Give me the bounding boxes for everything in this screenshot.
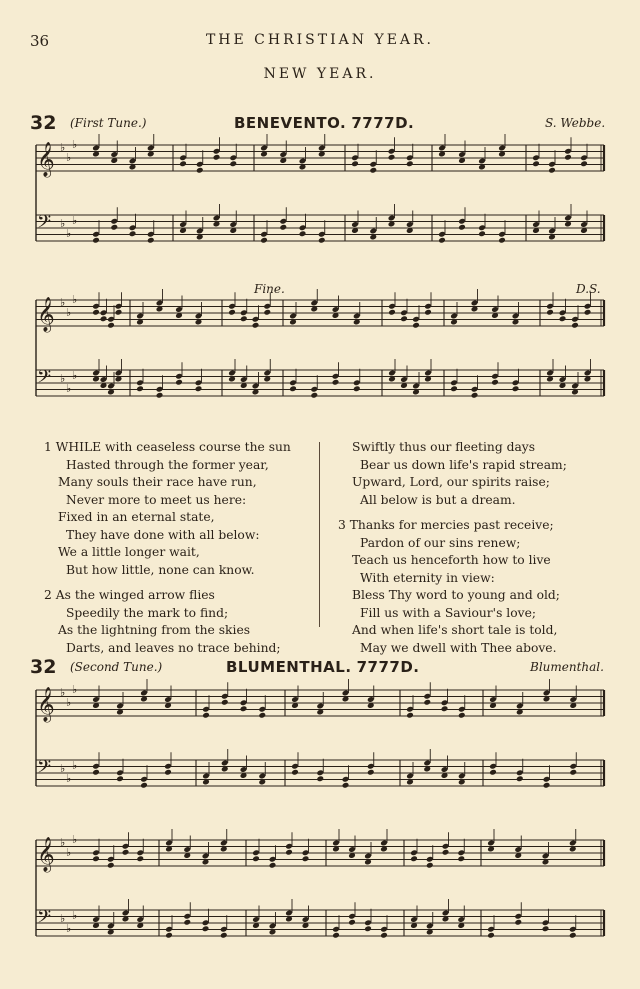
lyric-line: But how little, none can know.	[66, 562, 255, 577]
note-head	[410, 855, 418, 862]
note-head	[516, 775, 524, 782]
note-head	[491, 379, 499, 386]
section-title: NEW YEAR.	[263, 66, 377, 82]
note-head	[92, 309, 100, 316]
hymn1-composer: S. Webbe.	[545, 116, 606, 130]
note-head	[423, 699, 431, 706]
note-head	[195, 385, 203, 392]
note-head	[369, 167, 377, 174]
lyric-line: Fill us with a Saviour's love;	[360, 605, 536, 620]
lyric-line: Hasted through the former year,	[66, 457, 269, 472]
note-head	[179, 160, 187, 167]
note-head	[406, 160, 414, 167]
note-head	[107, 322, 115, 329]
note-head	[196, 167, 204, 174]
note-head	[316, 775, 324, 782]
note-head	[110, 224, 118, 231]
note-head	[258, 712, 266, 719]
note-head	[471, 392, 479, 399]
treble-clef-icon: 𝄞	[37, 687, 55, 722]
note-head	[571, 322, 579, 329]
page-number: 36	[30, 32, 50, 50]
flat-icon: ♭	[60, 217, 66, 230]
lyric-line: Bless Thy word to young and old;	[352, 588, 560, 602]
flat-icon: ♭	[60, 141, 66, 154]
flat-icon: ♭	[66, 922, 72, 935]
treble-clef-icon: 𝄞	[37, 297, 55, 332]
note-head	[213, 154, 221, 161]
note-head	[400, 315, 408, 322]
note-head	[559, 315, 567, 322]
note-head	[458, 224, 466, 231]
lyric-line: Never more to meet us here:	[66, 492, 247, 507]
lyric-line: And when life's short tale is told,	[352, 623, 558, 637]
note-head	[269, 862, 277, 869]
note-head	[100, 315, 108, 322]
note-head	[487, 932, 495, 939]
flat-icon: ♭	[60, 296, 66, 309]
note-head	[92, 855, 100, 862]
hymn1-tune-note: (First Tune.)	[70, 116, 147, 130]
note-head	[263, 309, 271, 316]
hymn1-meter: 7777D.	[351, 114, 415, 132]
lyric-line: As the lightning from the skies	[58, 623, 251, 637]
flat-icon: ♭	[72, 369, 78, 382]
note-head	[424, 309, 432, 316]
note-head	[438, 237, 446, 244]
flat-icon: ♭	[60, 912, 66, 925]
flat-icon: ♭	[72, 138, 78, 151]
note-head	[310, 392, 318, 399]
note-head	[285, 849, 293, 856]
note-head	[564, 154, 572, 161]
lyric-line: Fixed in an eternal state,	[58, 510, 215, 524]
note-head	[364, 925, 372, 932]
note-head	[498, 237, 506, 244]
note-head	[136, 855, 144, 862]
flat-icon: ♭	[60, 372, 66, 385]
bass-clef-icon: 𝄢	[37, 907, 52, 932]
note-head	[129, 230, 137, 237]
note-head	[164, 769, 172, 776]
flat-icon: ♭	[72, 759, 78, 772]
treble-clef-icon: 𝄞	[37, 837, 55, 872]
note-head	[548, 167, 556, 174]
note-head	[450, 385, 458, 392]
note-head	[299, 230, 307, 237]
note-head	[136, 385, 144, 392]
note-head	[156, 392, 164, 399]
bass-clef-icon: 𝄢	[37, 757, 52, 782]
lyric-line: Pardon of our sins renew;	[360, 535, 521, 550]
note-head	[380, 932, 388, 939]
hymn2-composer: Blumenthal.	[530, 660, 604, 674]
flat-icon: ♭	[72, 293, 78, 306]
note-head	[302, 855, 310, 862]
note-head	[458, 712, 466, 719]
note-head	[107, 862, 115, 869]
note-head	[252, 855, 260, 862]
lyric-line: We a little longer wait,	[58, 545, 200, 559]
note-head	[353, 385, 361, 392]
flat-icon: ♭	[72, 214, 78, 227]
flat-icon: ♭	[72, 833, 78, 846]
note-head	[532, 160, 540, 167]
note-head	[122, 849, 130, 856]
note-head	[342, 782, 350, 789]
note-head	[240, 315, 248, 322]
lyric-line: Bear us down life's rapid stream;	[360, 457, 567, 472]
note-head	[92, 769, 100, 776]
note-head	[228, 309, 236, 316]
fine-mark: Fine.	[254, 282, 285, 296]
note-head	[367, 769, 375, 776]
note-head	[240, 705, 248, 712]
lyric-line: With eternity in view:	[360, 570, 495, 585]
hymn2-tune-title: BLUMENTHAL.	[226, 658, 352, 676]
flat-icon: ♭	[66, 306, 72, 319]
lyric-line: They have done with all below:	[66, 527, 260, 542]
note-head	[388, 309, 396, 316]
note-head	[584, 309, 592, 316]
note-head	[92, 237, 100, 244]
note-head	[332, 379, 340, 386]
note-head	[351, 160, 359, 167]
bass-clef-icon: 𝄢	[37, 212, 52, 237]
note-head	[175, 379, 183, 386]
note-head	[289, 385, 297, 392]
lyric-line: Speedily the mark to find;	[66, 605, 229, 620]
flat-icon: ♭	[72, 683, 78, 696]
lyric-line: 2 As the winged arrow flies	[44, 588, 215, 602]
note-head	[514, 919, 522, 926]
note-head	[412, 322, 420, 329]
note-head	[202, 712, 210, 719]
note-head	[221, 699, 229, 706]
flat-icon: ♭	[66, 227, 72, 240]
note-head	[116, 775, 124, 782]
note-head	[318, 237, 326, 244]
hymn2-number: 32	[30, 656, 57, 678]
note-head	[260, 237, 268, 244]
note-head	[220, 932, 228, 939]
note-head	[442, 849, 450, 856]
flat-icon: ♭	[60, 686, 66, 699]
note-head	[279, 224, 287, 231]
note-head	[140, 782, 148, 789]
note-head	[542, 925, 550, 932]
treble-clef-icon: 𝄞	[37, 142, 55, 177]
note-head	[543, 782, 551, 789]
note-head	[478, 230, 486, 237]
note-head	[546, 309, 554, 316]
flat-icon: ♭	[60, 762, 66, 775]
hymn1-tune-title: BENEVENTO.	[234, 114, 347, 132]
lyric-line: Teach us henceforth how to live	[352, 553, 551, 567]
flat-icon: ♭	[66, 151, 72, 164]
lyric-line: Upward, Lord, our spirits raise;	[352, 475, 550, 489]
flat-icon: ♭	[72, 909, 78, 922]
note-head	[183, 919, 191, 926]
flat-icon: ♭	[66, 382, 72, 395]
note-head	[115, 309, 123, 316]
note-head	[388, 154, 396, 161]
note-head	[426, 862, 434, 869]
note-head	[512, 385, 520, 392]
ds-mark: D.S.	[576, 282, 601, 296]
note-head	[291, 769, 299, 776]
lyric-line: 3 Thanks for mercies past receive;	[338, 518, 554, 532]
note-head	[348, 919, 356, 926]
hymn2-tune-note: (Second Tune.)	[70, 660, 163, 674]
running-title: THE CHRISTIAN YEAR.	[205, 32, 435, 48]
flat-icon: ♭	[60, 836, 66, 849]
hymn2-meter: 7777D.	[356, 658, 420, 676]
note-head	[406, 712, 414, 719]
bass-clef-icon: 𝄢	[37, 367, 52, 392]
lyric-line: All below is but a dream.	[360, 492, 516, 507]
lyric-line: 1 WHILE with ceaseless course the sun	[44, 440, 291, 454]
note-head	[229, 160, 237, 167]
lyric-line: May we dwell with Thee above.	[360, 640, 557, 655]
note-head	[569, 769, 577, 776]
note-head	[457, 855, 465, 862]
lyric-line: Many souls their race have run,	[58, 475, 257, 489]
flat-icon: ♭	[66, 696, 72, 709]
lyric-line: Darts, and leaves no trace behind;	[66, 640, 281, 655]
note-head	[332, 932, 340, 939]
note-head	[165, 932, 173, 939]
note-head	[580, 160, 588, 167]
flat-icon: ♭	[66, 846, 72, 859]
note-head	[202, 925, 210, 932]
note-head	[147, 237, 155, 244]
hymn1-number: 32	[30, 112, 57, 134]
note-head	[252, 322, 260, 329]
note-head	[569, 932, 577, 939]
flat-icon: ♭	[66, 772, 72, 785]
note-head	[441, 705, 449, 712]
lyric-line: Swiftly thus our fleeting days	[352, 440, 536, 454]
note-head	[489, 769, 497, 776]
